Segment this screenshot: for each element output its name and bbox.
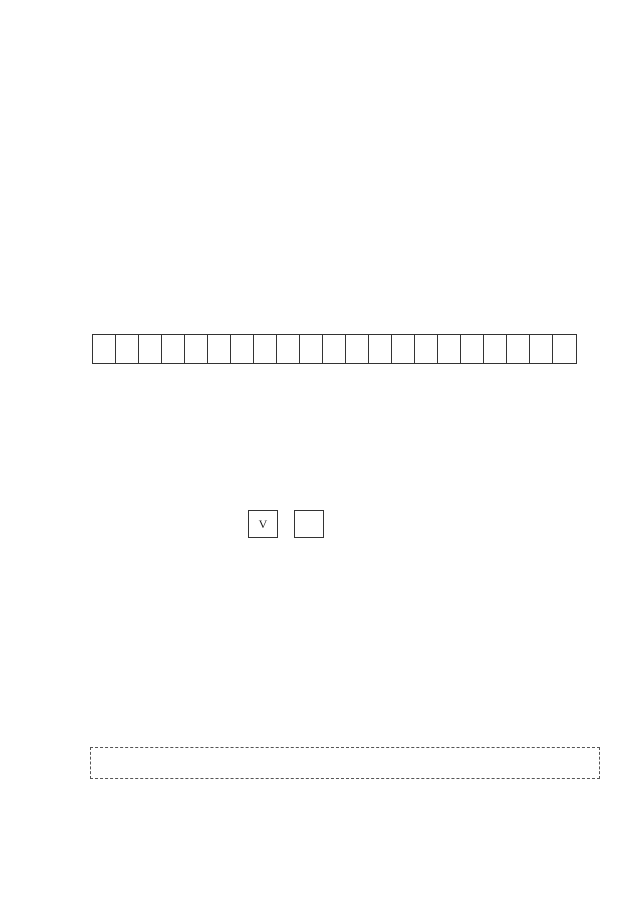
- section-1-heading-line-3: [60, 402, 580, 414]
- registration-cell[interactable]: [530, 335, 553, 363]
- header-line-1: [366, 14, 596, 26]
- passport-check-row: [240, 510, 324, 538]
- object-name-line-1: [60, 214, 580, 226]
- registration-cell[interactable]: [139, 335, 162, 363]
- has-passport-checkbox[interactable]: [248, 510, 278, 538]
- registration-cell[interactable]: [231, 335, 254, 363]
- title-line-2: [60, 150, 580, 162]
- registration-cell[interactable]: [93, 335, 116, 363]
- registration-cell[interactable]: [208, 335, 231, 363]
- registration-label-line-4: [60, 296, 580, 308]
- registration-cell[interactable]: [369, 335, 392, 363]
- registration-label-line-1: [60, 260, 580, 272]
- registration-cell[interactable]: [346, 335, 369, 363]
- header-block: [366, 14, 596, 62]
- section-1-heading-line-1: [60, 378, 580, 390]
- registration-cell[interactable]: [323, 335, 346, 363]
- title-line-3: [60, 162, 580, 174]
- registration-cell[interactable]: [553, 335, 576, 363]
- registration-cell[interactable]: [162, 335, 185, 363]
- registration-cell[interactable]: [300, 335, 323, 363]
- no-passport-checkbox[interactable]: [294, 510, 324, 538]
- title-line-1: [60, 138, 580, 150]
- registration-label-line-3: [60, 284, 580, 296]
- registration-cell[interactable]: [116, 335, 139, 363]
- object-name: [60, 214, 580, 238]
- registration-cell[interactable]: [415, 335, 438, 363]
- header-line-2: [366, 26, 596, 38]
- title-line-4: [60, 174, 580, 186]
- has-passport-mark: V: [258, 516, 268, 531]
- header-line-3: [366, 38, 596, 50]
- registration-label: [60, 260, 580, 308]
- title-block: [60, 138, 580, 186]
- header-line-4: [366, 50, 596, 62]
- authority-name-box: [90, 747, 600, 779]
- registration-cell[interactable]: [484, 335, 507, 363]
- registration-cell[interactable]: [438, 335, 461, 363]
- section-1-heading: [60, 378, 580, 414]
- object-name-line-2: [60, 226, 580, 238]
- registration-cell[interactable]: [507, 335, 530, 363]
- registration-number-grid: [92, 334, 577, 364]
- registration-cell[interactable]: [185, 335, 208, 363]
- registration-label-line-2: [60, 272, 580, 284]
- registration-cell[interactable]: [461, 335, 484, 363]
- registration-cell[interactable]: [277, 335, 300, 363]
- registration-cell[interactable]: [254, 335, 277, 363]
- registration-cell[interactable]: [392, 335, 415, 363]
- section-1-heading-line-2: [60, 390, 580, 402]
